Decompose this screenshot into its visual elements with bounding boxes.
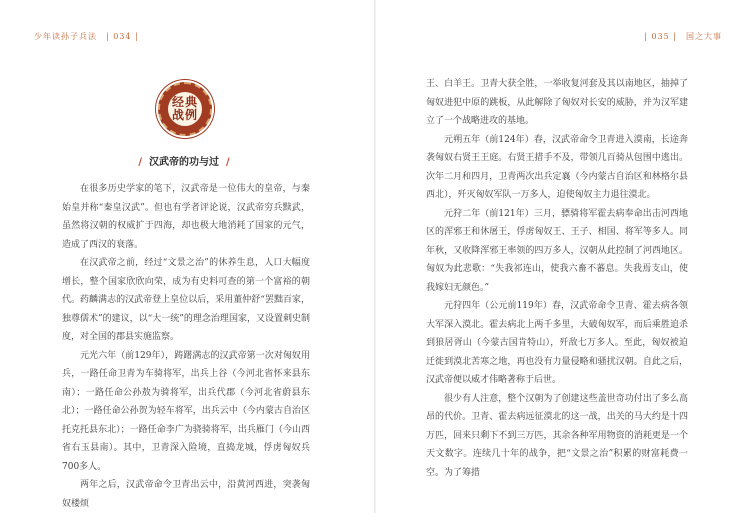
running-head-right: | 035 | 国之大事 [644,32,722,41]
paragraph: 元狩二年（前121年）三月，骠骑将军霍去病奉命出击河西地区的浑邪王和休屠王，俘虏匈奴王、王子、相国、将军等多人。同年秋，又收降浑邪王率领的四万多人，汉朝从此控制了河西地区。匈奴为此悲歌：“失我祁连山，使我六畜不蕃息。失我焉支山，使我嫁妇无颜色。” [426,208,688,293]
title-slash-left: / [138,157,143,168]
paragraph: 王、白羊王。卫青大获全胜，一举收复河套及其以南地区，抽掉了匈奴进犯中原的跳板，从此解除了匈奴对长安的威胁，并为汉军建立了一个战略进攻的基地。 [426,79,688,126]
badge-label: 经典战例 [172,95,199,122]
left-body-text [62,180,310,513]
paragraph: 元朔五年（前124年）春，汉武帝命令卫青进入漠南，长途奔袭匈奴右贤王王庭。右贤王措手不及，带领几百骑从包围中逃出。次年二月和四月，卫青两次出兵定襄（今内蒙古自治区和林格尔县西北），歼灭匈奴军队一万多人，迫使匈奴主力退往漠北。 [426,134,688,200]
title-slash-right: / [225,157,230,168]
paragraph: 在汉武帝之前，经过“文景之治”的休养生息，人口大幅度增长，整个国家欣欣向荣，成为有史料可查的第一个富裕的朝代。药麟满志的汉武帝登上皇位以后，采用董仲舒“罢黜百家，独尊儒术”的建议，以“大一统”的理念治理国家，又设置刺史制度，对全国的郡县实施监察。 [62,258,310,342]
right-body-text [426,75,688,482]
paragraph: 在很多历史学家的笔下，汉武帝是一位伟大的皇帝，与秦始皇并称“秦皇汉武”。但也有学者评论说，汉武帝穷兵黩武，虽然将汉朝的权威扩于四海，却也极大地消耗了国家的元气，造成了西汉的衰落。 [62,184,310,250]
paragraph: 很少有人注意，整个汉朝为了创建这些盖世奇功付出了多么高昂的代价。卫青、霍去病远征漠北的这一战，出关的马大约是十四万匹，回来只剩下不到三万匹，其余各种军用物资的消耗更是一个天文数字。连续几十年的战争，把“文景之治”积累的财富耗费一空。为了筹措 [426,393,688,478]
section-title-text: 汉武帝的功与过 [149,157,219,168]
paragraph: 两年之后，汉武帝命令卫青出云中，沿黄河西进，突袭匈奴楼烦 [62,480,310,509]
paragraph: 元狩四年（公元前119年）春，汉武帝命令卫青、霍去病各领大军深入漠北。霍去病北上两千多里，大破匈奴军，而后乘胜追杀到狼居胥山（今蒙古国肯特山），歼敌七万多人。至此，匈奴被迫迁徙到漠北苦寒之地，再也没有力量侵略和骚扰汉朝。自此之后，汉武帝便以威才伟略著称于后世。 [426,301,688,385]
badge-inner [168,92,202,126]
section-title [64,153,304,168]
classic-case-badge [158,82,212,136]
paragraph: 元光六年（前129年），踌躇满志的汉武帝第一次对匈奴用兵，一路任命卫青为车骑将军，出兵上谷（今河北省怀来县东南）；一路任命公孙敖为骑将军，出兵代郡（今河北省蔚县东北）；一路任命公孙贺为轻车将军，出兵云中（今内蒙古自治区托克托县东北）；一路任命李广为骁骑将军，出兵雁门（今山西省右玉县南）。其中，卫青深入险境，直捣龙城，俘虏匈奴兵700多人。 [62,350,310,472]
running-head-left: 少年读孙子兵法 | 034 | [34,32,139,41]
